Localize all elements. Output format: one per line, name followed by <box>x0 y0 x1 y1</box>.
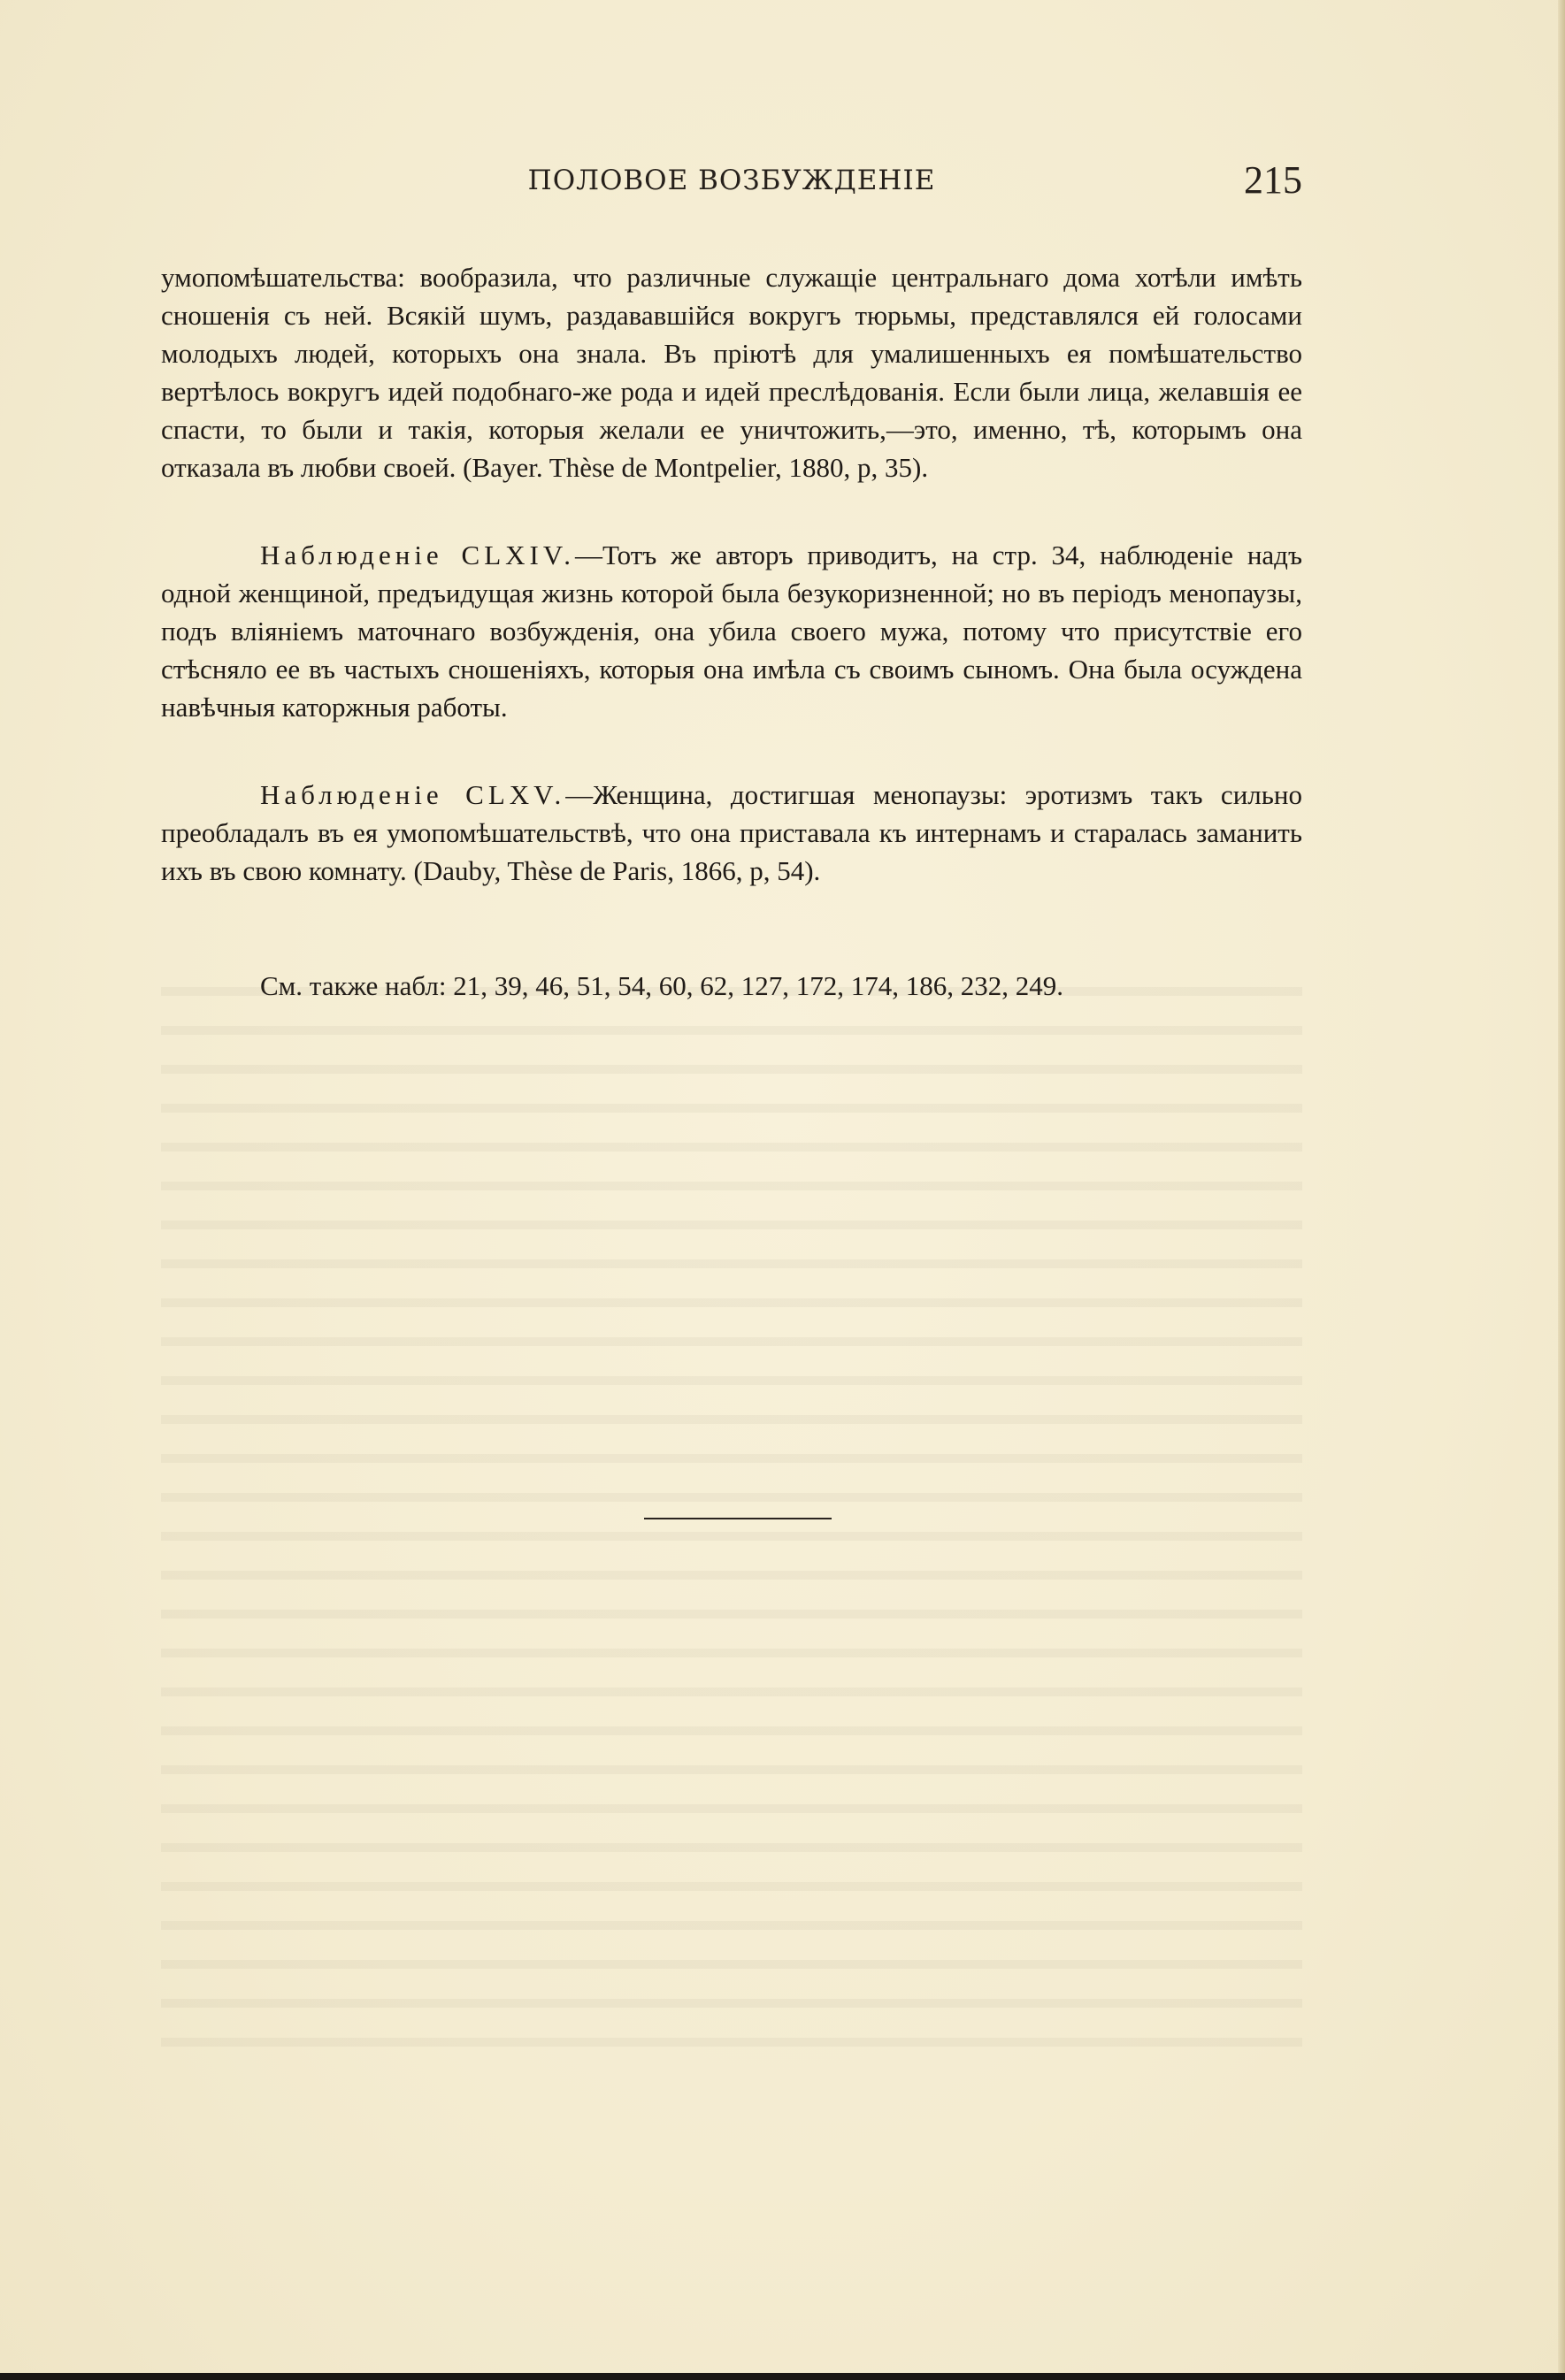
see-also-line: См. также набл: 21, 39, 46, 51, 54, 60, 62, 127, 172, 174, 186, 232, 249. <box>260 970 1063 1001</box>
paragraph-gap <box>161 726 1302 776</box>
paragraph-gap <box>161 890 1302 939</box>
page-edge-bottom <box>0 2373 1565 2380</box>
bleed-through-shadow <box>161 964 1302 2070</box>
page-number: 215 <box>1244 158 1302 202</box>
paragraph-continuation: умопомѣшательства: вообразила, что различные служащіе центральнаго дома хотѣли имѣть сношенія съ ней. Всякій шумъ, раздававшійся вокругъ тюрьмы, представлялся ей голосами молодыхъ людей, которыхъ она знала. Въ пріютѣ для умалишенныхъ ея помѣшательство вертѣлось вокругъ идей подобнаго-же рода и идей преслѣдованія. Если были лица, желавшія ее спасти, то были и такія, которыя желали ее уничтожить,—это, именно, тѣ, которымъ она отказала въ любви своей. (Bayer. Thèse de Montpelier, 1880, p, 35). <box>161 262 1302 483</box>
observation-164-label: Наблюденіе CLXIV. <box>260 540 575 570</box>
running-title: ПОЛОВОЕ ВОЗБУЖДЕНІЕ <box>527 165 936 196</box>
observation-164 <box>161 536 1302 726</box>
observation-164-text: —Тотъ же авторъ приводитъ, на стр. 34, наблюденіе надъ одной женщиной, предъидущая жизнь которой была безукоризненной; но въ періодъ менопаузы, подъ вліяніемъ маточнаго возбужденія, она убила своего мужа, потому что присутствіе его стѣсняло ее въ частыхъ сношеніяхъ, которыя она имѣла съ своимъ сыномъ. Она была осуждена навѣчныя каторжныя работы. <box>161 540 1302 723</box>
body-text <box>161 258 1302 1032</box>
observation-165 <box>161 776 1302 890</box>
observation-165-text: —Женщина, достигшая менопаузы: эротизмъ такъ сильно преобладалъ въ ея умопомѣшательствѣ, что она приставала къ интернамъ и старалась заманить ихъ въ свою комнату. (Dauby, Thèse de Paris, 1866, p, 54). <box>161 779 1302 886</box>
paragraph-gap <box>161 486 1302 536</box>
page-header <box>161 157 1302 210</box>
observation-165-label: Наблюденіе CLXV. <box>260 779 566 810</box>
page-edge-right <box>1558 0 1565 2380</box>
section-end-rule <box>644 1518 832 1519</box>
